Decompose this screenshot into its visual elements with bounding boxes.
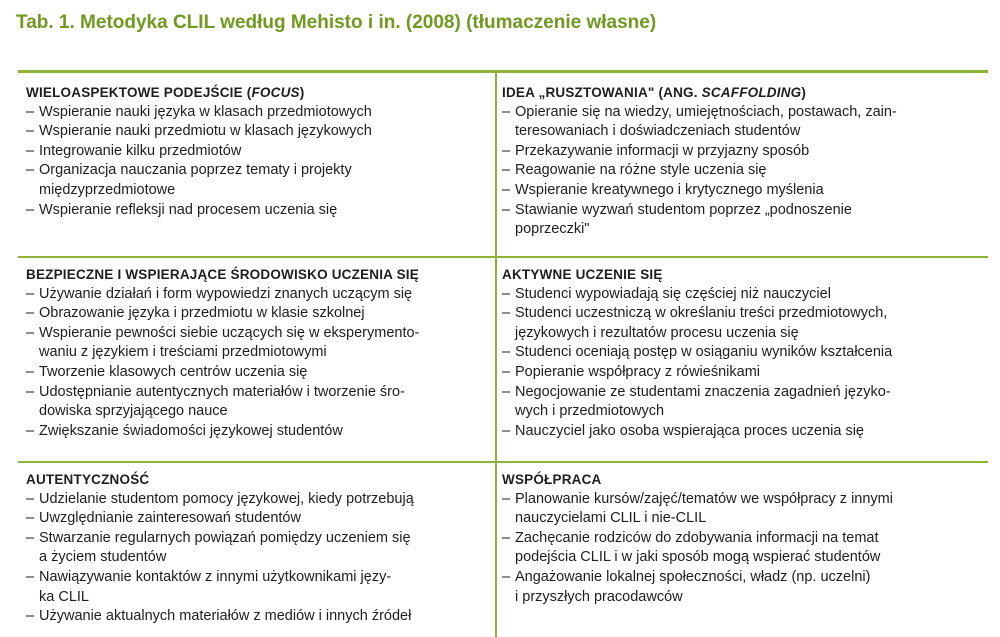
dash-bullet: –: [502, 422, 511, 439]
list-item: [26, 304, 488, 324]
dash-bullet: –: [502, 162, 511, 179]
list-item-text: Studenci uczestniczą w określaniu treści przedmiotowych, językowych i rezultatów procesu uczenia się: [515, 305, 888, 341]
list-item-text: Planowanie kursów/zajęć/tematów we współpracy z innymi nauczycielami CLIL i nie-CLIL: [515, 490, 893, 527]
list-item: [26, 568, 488, 607]
list-item: [502, 422, 982, 442]
list-item: [502, 181, 982, 201]
list-item-text: Negocjowanie ze studentami znaczenia zagadnień języko- wych i przedmiotowych: [515, 383, 891, 420]
dash-bullet: –: [26, 324, 35, 341]
list-item: [26, 363, 488, 383]
dash-bullet: –: [26, 608, 35, 625]
list-item-text: Stawianie wyzwań studentom poprzez „podnoszenie poprzeczki": [515, 201, 852, 238]
cell-heading-cooperation: WSPÓŁPRACA: [502, 472, 602, 487]
dash-bullet: –: [26, 422, 35, 439]
dash-bullet: –: [502, 201, 511, 218]
list-item: [26, 383, 488, 422]
dash-bullet: –: [502, 344, 511, 361]
list-item-text: Udzielanie studentom pomocy językowej, kiedy potrzebują: [39, 490, 414, 507]
list-item: [502, 363, 982, 383]
list-item-text: Wspieranie refleksji nad procesem uczenia się: [39, 201, 338, 218]
dash-bullet: –: [26, 568, 35, 585]
list-item: [26, 509, 488, 529]
list-item: [502, 304, 982, 343]
dash-bullet: –: [502, 305, 511, 322]
list-item-text: Uwzględnianie zainteresowań studentów: [39, 510, 301, 527]
list-item-text: Stwarzanie regularnych powiązań pomiędzy uczeniem się a życiem studentów: [39, 529, 411, 566]
list-item: [26, 422, 488, 442]
cell-heading-scaffolding: IDEA „RUSZTOWANIA" (ANG. SCAFFOLDING): [502, 85, 807, 100]
list-item: [26, 607, 488, 627]
list-item-text: Nauczyciel jako osoba wspierająca proces uczenia się: [515, 422, 864, 439]
list-item: [26, 490, 488, 510]
list-item-text: Opieranie się na wiedzy, umiejętnościach, postawach, zain- teresowaniach i doświadczeniach studentów: [515, 103, 897, 140]
dash-bullet: –: [26, 201, 35, 218]
list-item: [26, 161, 488, 200]
bullet-list: [26, 103, 488, 221]
list-item-text: Zwiększanie świadomości językowej studentów: [39, 422, 343, 439]
list-item-text: Wspieranie nauki przedmiotu w klasach językowych: [39, 123, 372, 140]
bullet-list: [502, 103, 982, 240]
dash-bullet: –: [502, 383, 511, 400]
cell-cooperation: [502, 463, 982, 637]
dash-bullet: –: [502, 490, 511, 507]
dash-bullet: –: [502, 285, 511, 302]
list-item-text: Integrowanie kilku przedmiotów: [39, 142, 242, 159]
dash-bullet: –: [502, 363, 511, 380]
list-item-text: Studenci wypowiadają się częściej niż nauczyciel: [515, 285, 831, 302]
dash-bullet: –: [26, 142, 35, 159]
cell-heading-authenticity: AUTENTYCZNOŚĆ: [26, 472, 150, 487]
dash-bullet: –: [502, 142, 511, 159]
list-item: [502, 103, 982, 142]
dash-bullet: –: [26, 103, 35, 120]
table-caption: Tab. 1. Metodyka CLIL według Mehisto i in. (2008) (tłumaczenie własne): [16, 12, 657, 33]
table-column-divider: [495, 73, 497, 637]
list-item-text: Przekazywanie informacji w przyjazny sposób: [515, 142, 810, 159]
list-item: [502, 161, 982, 181]
list-item: [502, 343, 982, 363]
list-item-text: Studenci oceniają postęp w osiąganiu wyników kształcenia: [515, 344, 893, 361]
bullet-list: [502, 285, 982, 442]
cell-heading-environment: BEZPIECZNE I WSPIERAJĄCE ŚRODOWISKO UCZENIA SIĘ: [26, 267, 419, 282]
list-item-text: Wspieranie kreatywnego i krytycznego myślenia: [515, 181, 824, 198]
bullet-list: [26, 285, 488, 442]
cell-active-learning: [502, 258, 982, 461]
list-item: [502, 490, 982, 529]
cell-heading-active-learning: AKTYWNE UCZENIE SIĘ: [502, 267, 663, 282]
dash-bullet: –: [26, 305, 35, 322]
list-item: [502, 285, 982, 305]
list-item: [502, 142, 982, 162]
list-item: [26, 122, 488, 142]
list-item-text: Angażowanie lokalnej społeczności, władz (np. uczelni) i przyszłych pracodawców: [515, 568, 871, 605]
cell-environment: [26, 258, 488, 461]
list-item-text: Tworzenie klasowych centrów uczenia się: [39, 363, 308, 380]
list-item-text: Nawiązywanie kontaktów z innymi użytkownikami języ- ka CLIL: [39, 568, 392, 605]
list-item: [26, 201, 488, 221]
dash-bullet: –: [502, 181, 511, 198]
list-item-text: Używanie aktualnych materiałów z mediów i innych źródeł: [39, 608, 412, 625]
list-item: [26, 324, 488, 363]
dash-bullet: –: [26, 363, 35, 380]
list-item-text: Reagowanie na różne style uczenia się: [515, 162, 767, 179]
list-item-text: Obrazowanie języka i przedmiotu w klasie szkolnej: [39, 305, 365, 322]
list-item: [502, 383, 982, 422]
dash-bullet: –: [502, 568, 511, 585]
list-item-text: Udostępnianie autentycznych materiałów i tworzenie śro- dowiska sprzyjającego nauce: [39, 383, 405, 420]
bullet-list: [26, 490, 488, 627]
dash-bullet: –: [26, 510, 35, 527]
list-item-text: Popieranie współpracy z rówieśnikami: [515, 363, 760, 380]
dash-bullet: –: [26, 529, 35, 546]
cell-authenticity: [26, 463, 488, 637]
dash-bullet: –: [26, 490, 35, 507]
bullet-list: [502, 490, 982, 608]
list-item-text: Wspieranie pewności siebie uczących się w eksperymento- waniu z językiem i treściami przedmiotowymi: [39, 324, 420, 361]
cell-scaffolding: [502, 76, 982, 256]
dash-bullet: –: [26, 162, 35, 179]
list-item-text: Organizacja nauczania poprzez tematy i projekty międzyprzedmiotowe: [39, 162, 352, 198]
dash-bullet: –: [26, 123, 35, 140]
dash-bullet: –: [502, 103, 511, 120]
dash-bullet: –: [502, 529, 511, 546]
list-item: [26, 529, 488, 568]
cell-focus: [26, 76, 488, 256]
cell-heading-focus: WIELOASPEKTOWE PODEJŚCIE (FOCUS): [26, 85, 305, 100]
list-item-text: Wspieranie nauki języka w klasach przedmiotowych: [39, 103, 372, 120]
dash-bullet: –: [26, 383, 35, 400]
table-top-rule: [18, 70, 988, 73]
list-item: [502, 568, 982, 607]
list-item: [502, 529, 982, 568]
list-item-text: Używanie działań i form wypowiedzi znanych uczącym się: [39, 285, 413, 302]
dash-bullet: –: [26, 285, 35, 302]
list-item: [502, 201, 982, 240]
list-item: [26, 142, 488, 162]
list-item: [26, 103, 488, 123]
list-item: [26, 285, 488, 305]
clil-methodology-table: [18, 70, 988, 637]
list-item-text: Zachęcanie rodziców do zdobywania informacji na temat podejścia CLIL i w jaki sposób mogą wspierać studentów: [515, 529, 881, 566]
